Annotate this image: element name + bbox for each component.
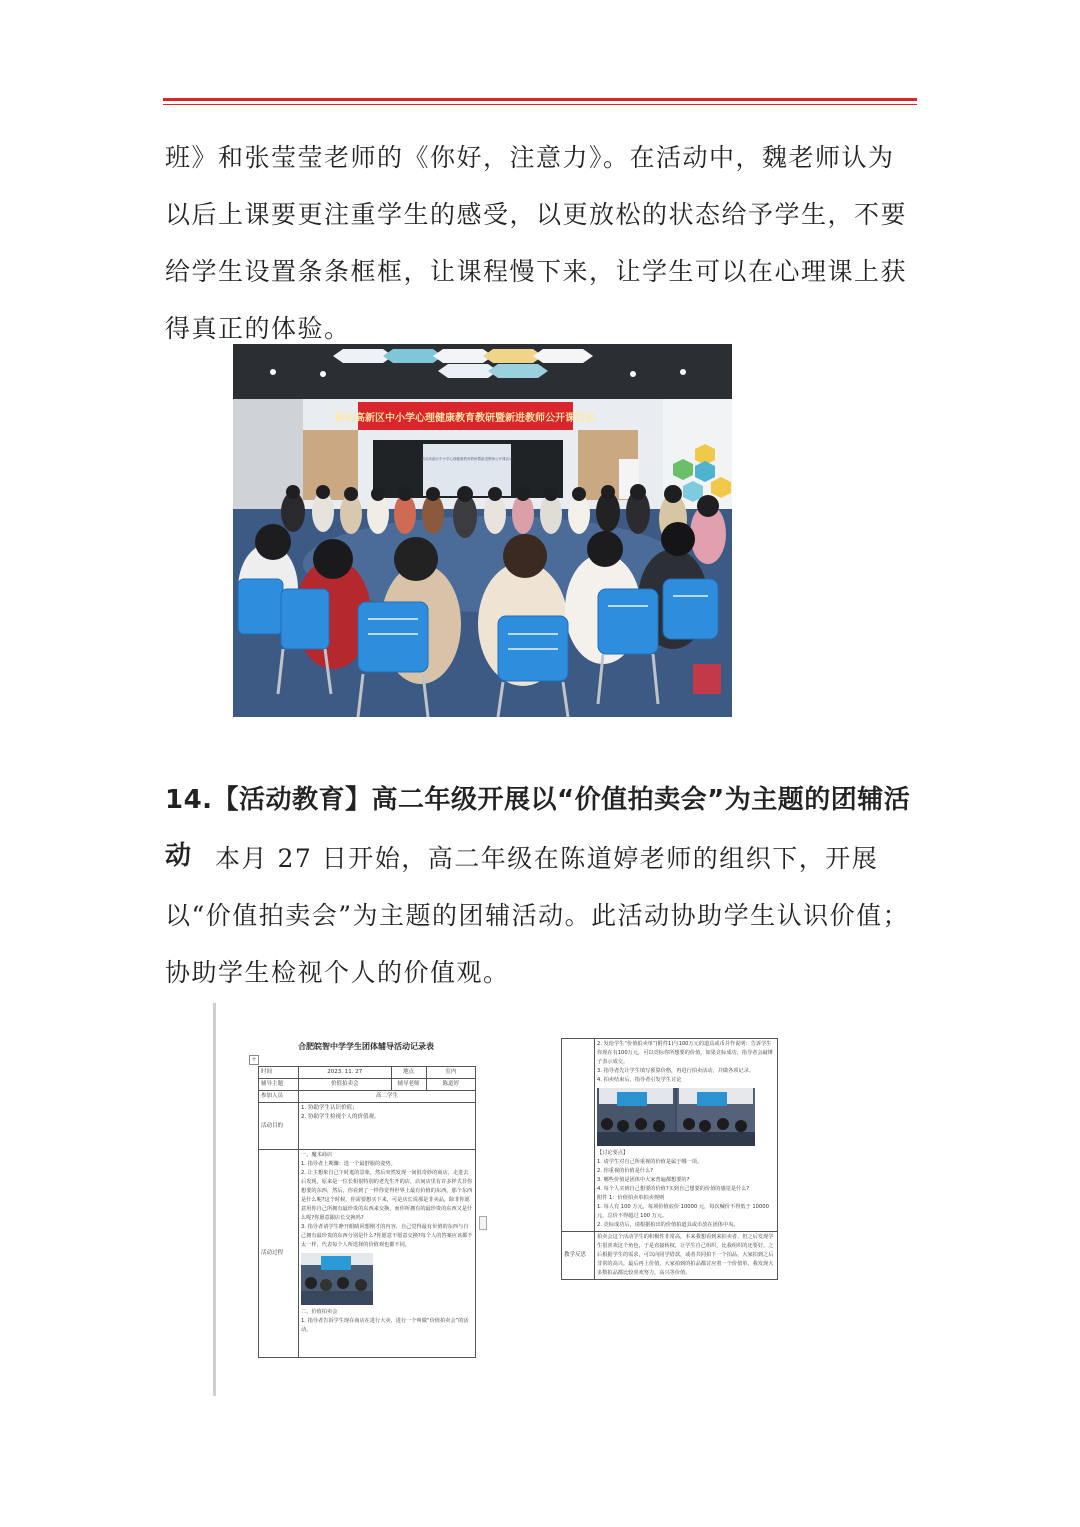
- classroom-photo: [233, 344, 732, 717]
- goal-cell: [299, 1103, 476, 1150]
- discussion-line: 2. 竞标成功后，请根据拍出的价值拍道具或币放在团体中央。: [597, 1222, 739, 1228]
- record-form-screenshot-page-1: [213, 1003, 518, 1396]
- activity-photo-illustration: [301, 1253, 373, 1305]
- reflection-label: 教学反思: [562, 1232, 595, 1280]
- move-handle-icon[interactable]: +: [249, 1055, 259, 1065]
- time-value: 2023. 11. 27: [299, 1067, 392, 1079]
- discussion-line: 3. 哪些价值是团体中大家普遍都想要的?: [597, 1177, 690, 1183]
- form-sheet-2: [520, 1003, 780, 1396]
- record-form-table-continued: [561, 1038, 778, 1280]
- reflection-text: 拍卖会这个活动学生的积极性非常高，本来我想看到来拍卖者，但之后发现学生很喜欢这个角色，于是直接转权，让学生自己组织，比我组织的还要好。之后根据学生的需求，可以向同学借款，或者共同拍下一个拍品，大家拍到之后非常的高兴。最后再上价值，大家拍到的拍品都讨应着一个价值单，我发现大多数拍品都比较喜欢努力，高兴等价值。: [595, 1232, 778, 1280]
- table-row: [259, 1067, 476, 1079]
- screen-text: 新站高新区中小学心理健康教育教研暨新进教师公开课活动: [421, 457, 513, 461]
- process-label: 活动过程: [259, 1150, 299, 1358]
- participants-value: 高二学生: [299, 1091, 476, 1103]
- paragraph-2: 本月 27 日开始，高二年级在陈道婷老师的组织下，开展以“价值拍卖会”为主题的团辅活动。此活动协助学生认识价值；协助学生检视个人的价值观。: [165, 844, 910, 987]
- auction-photos: [597, 1088, 755, 1146]
- goal-line: 2. 协助学生检视个人的价值观。: [301, 1114, 380, 1120]
- goal-label: 活动目的: [259, 1103, 299, 1150]
- process-continued-cell: [595, 1039, 778, 1232]
- process-part2-title: 二、价值拍卖会: [301, 1309, 338, 1315]
- process-line: 3. 指导者请学生睁开眼睛回想刚才的内容，自己觉得最有价值的东西与自己拥有最珍贵的东西分别是什么?你愿意不愿意交换?每个人的答案应该都不太一样，代表每个人所选择的价值观也都不同。: [301, 1224, 473, 1248]
- table-row: [259, 1091, 476, 1103]
- section-heading-14: 14.【活动教育】高二年级开展以“价值拍卖会”为主题的团辅活动: [165, 785, 911, 871]
- record-form-table: [258, 1066, 476, 1358]
- header-rule-thick: [163, 98, 917, 101]
- process-cell: [299, 1150, 476, 1358]
- table-row: [259, 1150, 476, 1358]
- classroom-photo-illustration: [233, 344, 732, 717]
- place-label: 地点: [391, 1067, 426, 1079]
- table-row: [562, 1232, 778, 1280]
- process-line: 2. 发给学生“价值拍卖单”(附件1)与100万元的道具或币并作说明：告诉学生你现在有100万元，可以竞标你所想要的价值，如果竞标成功，指导者会敲锤子表示成交。: [597, 1041, 773, 1065]
- resize-handle-icon[interactable]: [479, 1216, 487, 1230]
- paragraph-1: 班》和张莹莹老师的《你好，注意力》。在活动中，魏老师认为以后上课要更注重学生的感受，以更放松的状态给予学生，不要给学生设置条条框框，让课程慢下来，让学生可以在心理课上获得真正的体验。: [165, 143, 908, 343]
- process-part2-line: 1. 指导者告诉学生现在商店在进行大卖，进行一个叫做“价值拍卖会”的活动。: [301, 1318, 469, 1333]
- process-line: 3. 指导者先让学生填写预算价格，再进行拍卖活动，并做各项记录。: [597, 1068, 755, 1074]
- record-form-screenshot-page-2: [520, 1003, 780, 1396]
- discussion-line: 4. 每个人买到自己想要的价值?买到自己想要的价值的感觉是什么?: [597, 1186, 750, 1192]
- discussion-line: 2. 你重视的价值是什么?: [597, 1168, 654, 1174]
- teacher-value: 陈道婷: [426, 1079, 475, 1091]
- teacher-label: 辅导老师: [391, 1079, 426, 1091]
- table-row: [259, 1103, 476, 1150]
- table-row: [562, 1039, 778, 1232]
- form-sheet: [216, 1003, 518, 1396]
- blank-label-cell: [562, 1039, 595, 1232]
- auction-photos-illustration: [597, 1088, 755, 1146]
- table-row: [259, 1079, 476, 1091]
- discussion-title: 【讨论要点】: [597, 1150, 629, 1156]
- goal-line: 1. 协助学生认识价值；: [301, 1105, 358, 1111]
- discussion-line: 附件 1：价值拍卖单拍卖规则: [597, 1195, 665, 1201]
- banner-text: 新站高新区中小学心理健康教育教研暨新进教师公开课活动: [335, 413, 595, 424]
- discussion-line: 1. 每人有 100 万元，每项价值底价 10000 元，每次喊价不得低于 10000 元，总价不得超过 100 万元。: [597, 1204, 769, 1219]
- header-rule-thin: [163, 104, 917, 105]
- place-value: 室内: [426, 1067, 475, 1079]
- process-line: 一、魔术商店: [301, 1152, 333, 1158]
- activity-photo: [301, 1253, 373, 1305]
- discussion-line: 1. 请学生对自己所重视的价值是属于哪一项。: [597, 1159, 703, 1165]
- process-line: 1. 指导者上期骤：选一个最舒服的姿势。: [301, 1161, 396, 1167]
- topic-value: 价值拍卖会: [299, 1079, 392, 1091]
- participants-label: 参加人员: [259, 1091, 299, 1103]
- topic-label: 辅导主题: [259, 1079, 299, 1091]
- form-title: 合肥皖智中学学生团体辅导活动记录表: [298, 1042, 434, 1051]
- process-line: 4. 拍卖结束后，指导者引发学生讨论: [597, 1077, 682, 1083]
- process-line: 2. 让主想象自己午时逛的景象，然后突然发现一间很奇妙的商店，走进去后发现，原来是一位长相很特别的老先生开的店，店间店里有许多样式非你想要的东西，然后，你看到了一样你觉得世界上最有价值的东西，那个东西是什么呢?这个时候，你需要想买下来，可是店长说那是非卖品，除非你愿意用你自己所拥有最珍贵的东西来交换，而你所拥有的最珍贵的东西又是什么呢?你愿意跟店长交换吗?: [301, 1170, 473, 1221]
- time-label: 时间: [259, 1067, 299, 1079]
